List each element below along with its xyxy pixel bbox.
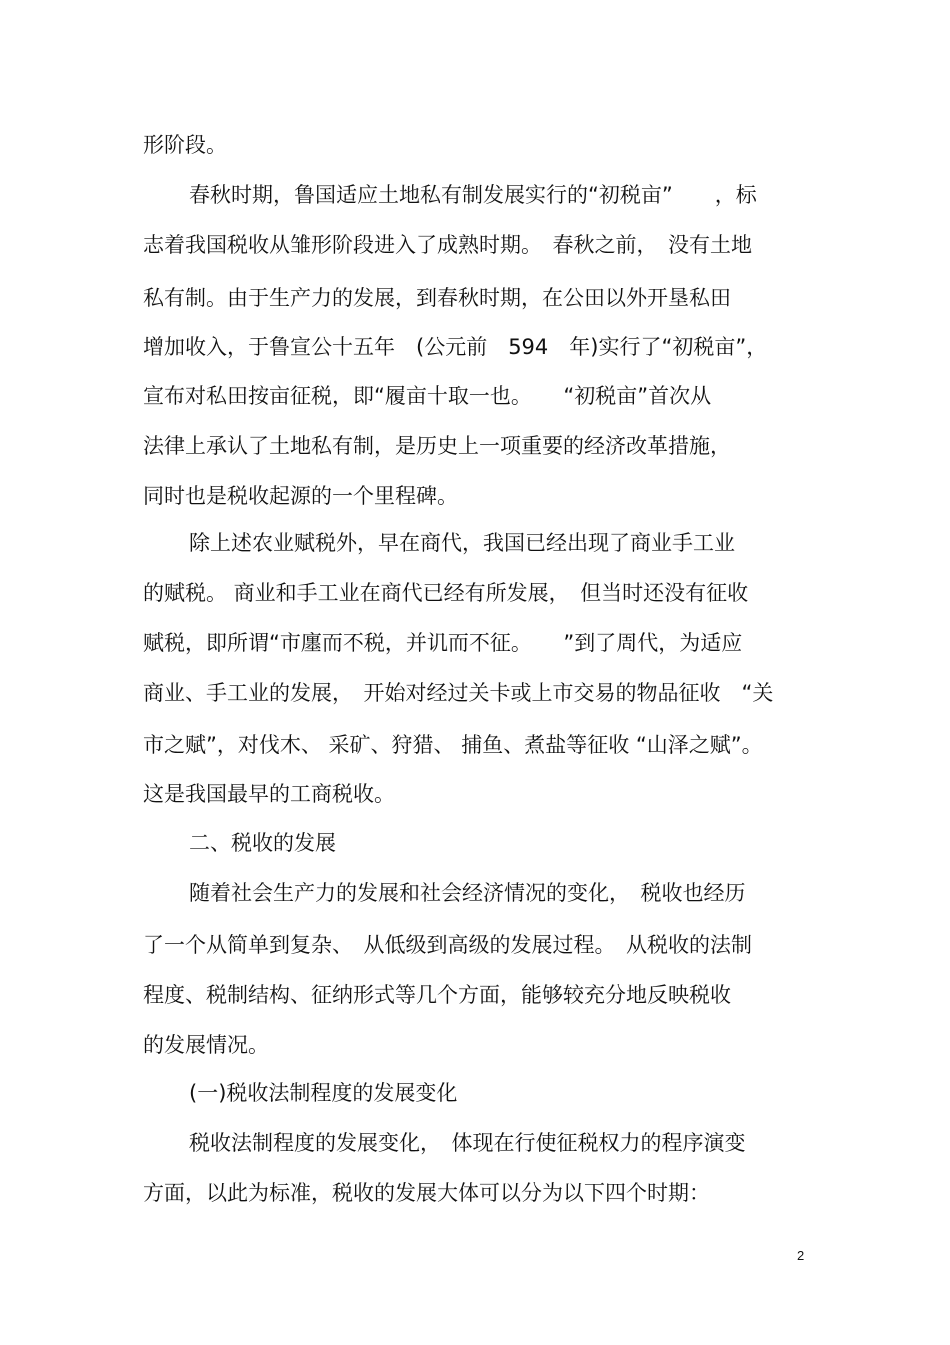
text-line: 商业、手工业的发展， 开始对经过关卡或上市交易的物品征收 “关 — [143, 681, 774, 705]
text-line: 程度、税制结构、征纳形式等几个方面，能够较充分地反映税收 — [143, 983, 731, 1007]
text-line: 税收法制程度的发展变化， 体现在行使征税权力的程序演变 — [189, 1131, 746, 1155]
text-line: 的发展情况。 — [143, 1033, 269, 1057]
text-line: 除上述农业赋税外，早在商代，我国已经出现了商业手工业 — [189, 531, 735, 555]
text-line: 同时也是税收起源的一个里程碑。 — [143, 484, 458, 508]
text-line: 了一个从简单到复杂、 从低级到高级的发展过程。 从税收的法制 — [143, 933, 752, 957]
text-line: 这是我国最早的工商税收。 — [143, 782, 395, 806]
text-line: 宣布对私田按亩征税，即“履亩十取一也。 “初税亩”首次从 — [143, 384, 712, 408]
subsection-heading: (一)税收法制程度的发展变化 — [189, 1081, 458, 1105]
text-line: 的赋税。 商业和手工业在商代已经有所发展， 但当时还没有征收 — [143, 581, 749, 605]
text-line: 市之赋”，对伐木、 采矿、狩猎、 捕鱼、煮盐等征收 “山泽之赋”。 — [143, 733, 763, 757]
text-line: 形阶段。 — [143, 133, 227, 157]
text-line: 法律上承认了土地私有制，是历史上一项重要的经济改革措施， — [143, 434, 731, 458]
text-line: 赋税，即所谓“市廛而不税，并讥而不征。 ”到了周代，为适应 — [143, 631, 743, 655]
page-number: 2 — [797, 1248, 805, 1263]
text-line: 志着我国税收从雏形阶段进入了成熟时期。 春秋之前， 没有土地 — [143, 233, 752, 257]
section-heading: 二、税收的发展 — [189, 831, 336, 855]
text-line: 随着社会生产力的发展和社会经济情况的变化， 税收也经历 — [189, 881, 746, 905]
text-line: 方面，以此为标准，税收的发展大体可以分为以下四个时期： — [143, 1181, 710, 1205]
text-line: 春秋时期，鲁国适应土地私有制发展实行的“初税亩” ，标 — [189, 183, 757, 207]
text-line: 私有制。由于生产力的发展，到春秋时期，在公田以外开垦私田 — [143, 286, 731, 310]
text-line: 增加收入，于鲁宣公十五年 (公元前 594 年)实行了“初税亩”， — [143, 335, 768, 359]
